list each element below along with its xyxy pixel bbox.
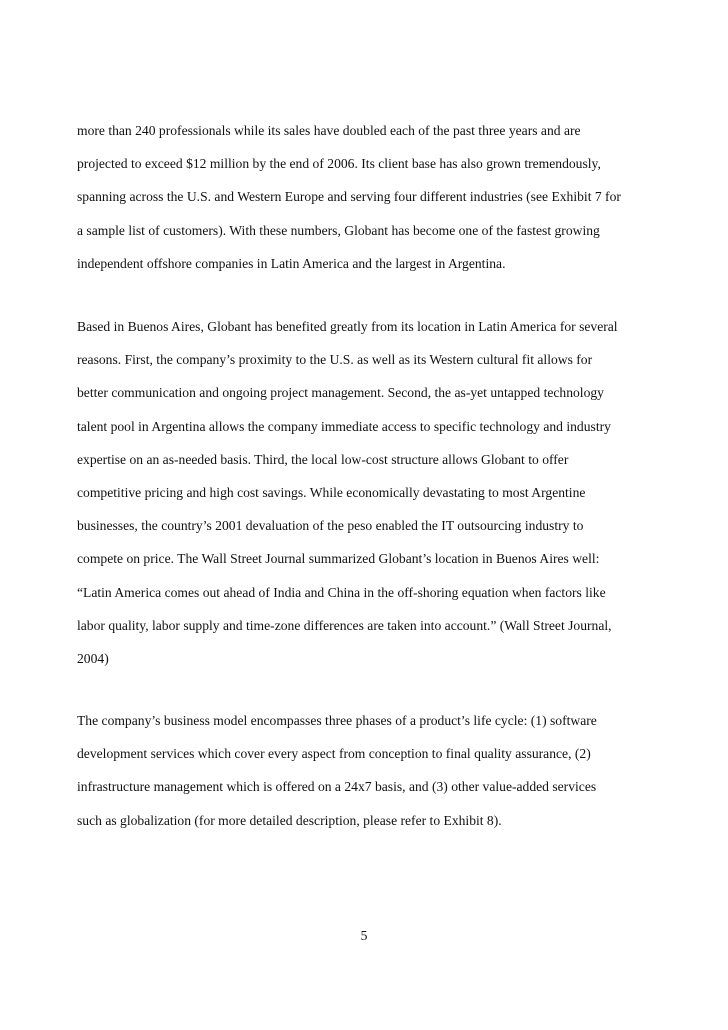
text-line: infrastructure management which is offered on a 24x7 basis, and (3) other value-added services: [77, 779, 597, 795]
text-line: talent pool in Argentina allows the company immediate access to specific technology and industry: [77, 418, 611, 434]
text-line: businesses, the country’s 2001 devaluation of the peso enabled the IT outsourcing industry to: [77, 518, 584, 534]
text-line: projected to exceed $12 million by the end of 2006. Its client base has also grown tremendously,: [77, 156, 601, 172]
paragraph-business-model: [77, 704, 677, 837]
text-line: reasons. First, the company’s proximity to the U.S. as well as its Western cultural fit allows for: [77, 352, 593, 368]
text-line: a sample list of customers). With these numbers, Globant has become one of the fastest growing: [77, 222, 600, 238]
text-line: Based in Buenos Aires, Globant has benefited greatly from its location in Latin America for several: [77, 319, 618, 334]
text-line: better communication and ongoing project management. Second, the as-yet untapped technology: [77, 385, 604, 401]
text-line: such as globalization (for more detailed description, please refer to Exhibit 8).: [77, 812, 502, 828]
text-line: “Latin America comes out ahead of India and China in the off-shoring equation when factors like: [77, 584, 606, 600]
text-line: spanning across the U.S. and Western Europe and serving four different industries (see Exhibit 7 for: [77, 189, 621, 205]
text-line: expertise on an as-needed basis. Third, the local low-cost structure allows Globant to offer: [77, 451, 569, 467]
text-line: development services which cover every aspect from conception to final quality assurance, (2): [77, 746, 591, 762]
page-number: 5: [360, 928, 368, 943]
text-line: independent offshore companies in Latin America and the largest in Argentina.: [77, 255, 506, 271]
text-line: labor quality, labor supply and time-zone differences are taken into account.” (Wall Street Journal,: [77, 617, 612, 633]
text-line: The company’s business model encompasses three phases of a product’s life cycle: (1) software: [77, 713, 597, 728]
paragraph-location-benefits: [77, 310, 677, 675]
text-line: competitive pricing and high cost savings. While economically devastating to most Argentine: [77, 485, 586, 501]
text-line: more than 240 professionals while its sales have doubled each of the past three years and are: [77, 123, 581, 138]
paragraph-company-growth: [77, 114, 677, 280]
text-line: compete on price. The Wall Street Journal summarized Globant’s location in Buenos Aires well:: [77, 551, 600, 567]
text-line: 2004): [77, 651, 109, 667]
